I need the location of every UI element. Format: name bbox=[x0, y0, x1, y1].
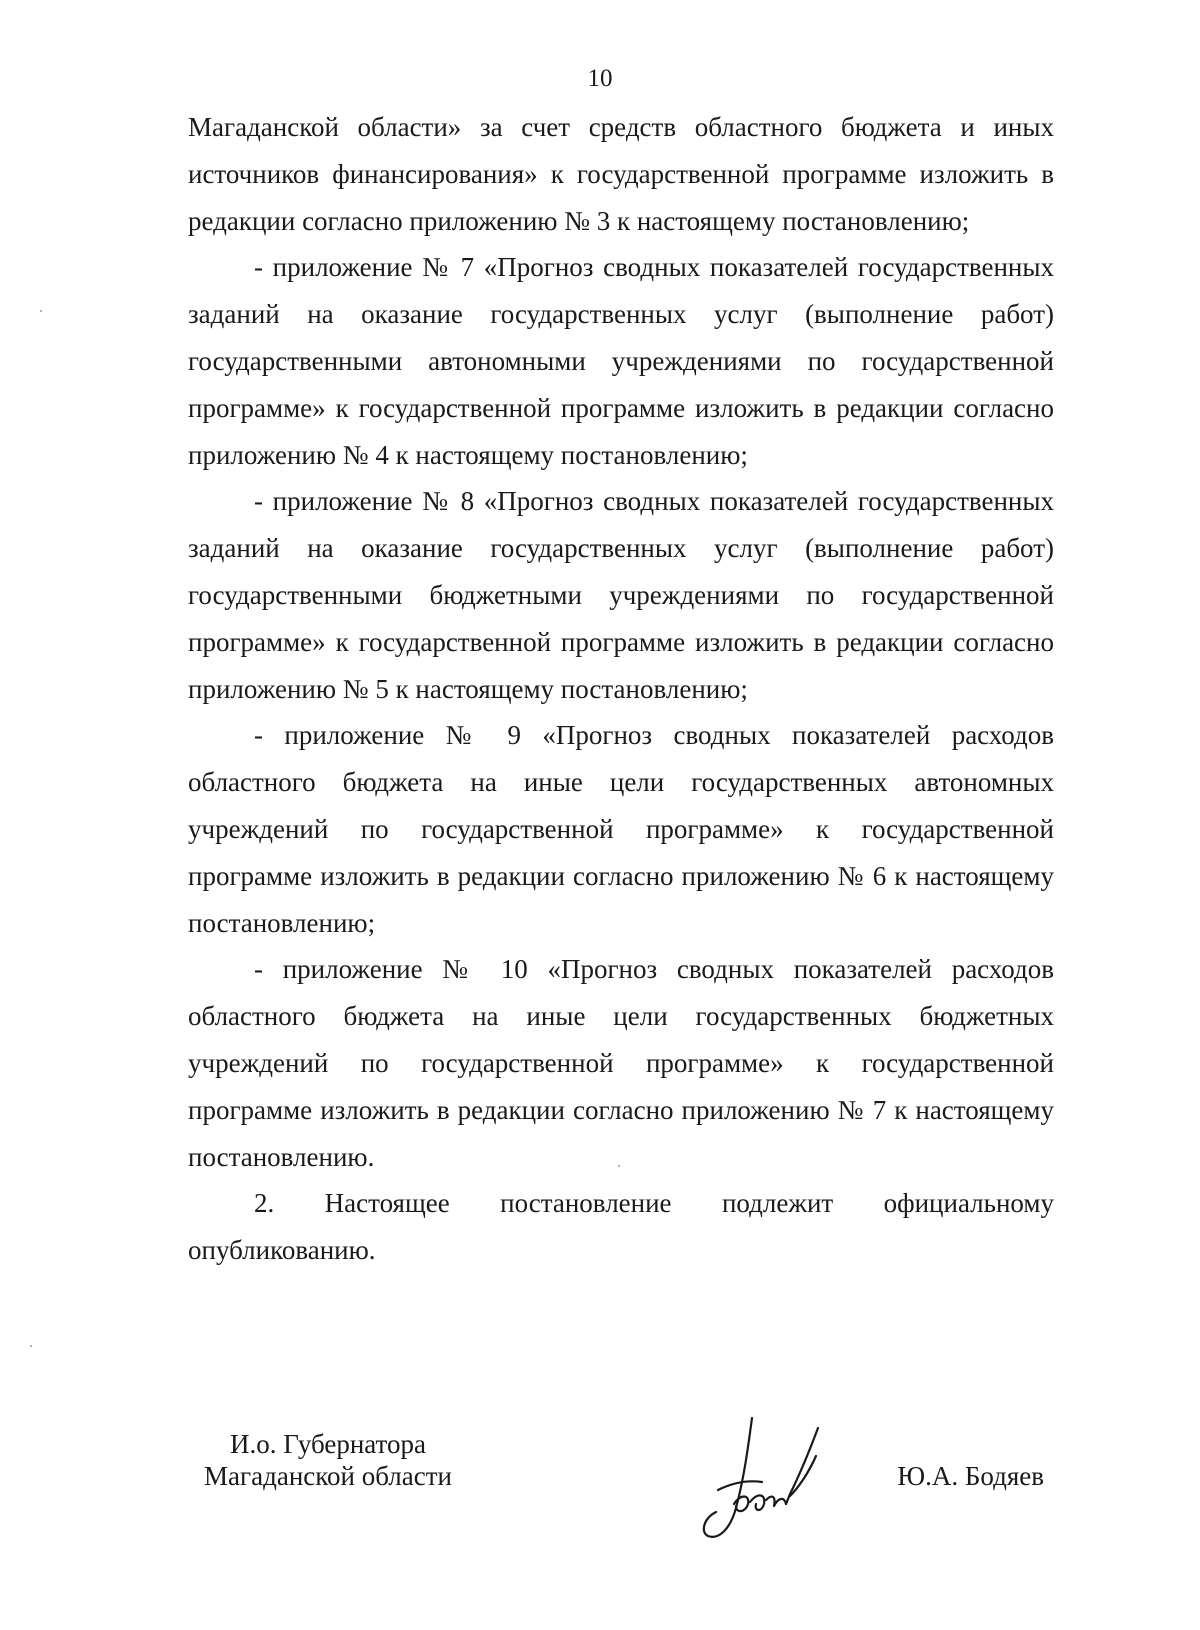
signer-name: Ю.А. Бодяев bbox=[897, 1461, 1044, 1491]
page-number: 10 bbox=[587, 65, 613, 92]
signer-title-line-2: Магаданской области bbox=[204, 1461, 452, 1491]
document-body bbox=[188, 104, 1054, 1274]
signature-block bbox=[188, 1428, 1054, 1548]
paragraph-appendix-8: - приложение № 8 «Прогноз сводных показателей государственных заданий на оказание государственных услуг (выполнение работ) государственными бюджетными учреждениями по государственной программе» к государственной программе изложить в редакции согласно приложению № 5 к настоящему постановлению; bbox=[188, 486, 1054, 704]
scan-speck bbox=[618, 1165, 620, 1167]
paragraph-appendix-10: - приложение № 10 «Прогноз сводных показателей расходов областного бюджета на иные цели государственных бюджетных учреждений по государственной программе» к государственной программе изложить в редакции согласно приложению № 7 к настоящему постановлению. bbox=[188, 954, 1054, 1172]
handwritten-signature bbox=[678, 1408, 838, 1548]
signer-title-line-1: И.о. Губернатора bbox=[229, 1429, 426, 1459]
paragraph-publication: 2. Настоящее постановление подлежит официальному опубликованию. bbox=[188, 1188, 1054, 1266]
scan-speck bbox=[40, 310, 42, 312]
scan-speck bbox=[30, 1345, 32, 1347]
paragraph-intro: Магаданской области» за счет средств областного бюджета и иных источников финансирования» к государственной программе изложить в редакции согласно приложению № 3 к настоящему постановлению; bbox=[188, 112, 1054, 236]
paragraph-appendix-7: - приложение № 7 «Прогноз сводных показателей государственных заданий на оказание государственных услуг (выполнение работ) государственными автономными учреждениями по государственной программе» к государственной программе изложить в редакции согласно приложению № 4 к настоящему постановлению; bbox=[188, 252, 1054, 470]
signer-title bbox=[188, 1428, 468, 1492]
paragraph-appendix-9: - приложение № 9 «Прогноз сводных показателей расходов областного бюджета на иные цели государственных автономных учреждений по государственной программе» к государственной программе изложить в редакции согласно приложению № 6 к настоящему постановлению; bbox=[188, 720, 1054, 938]
